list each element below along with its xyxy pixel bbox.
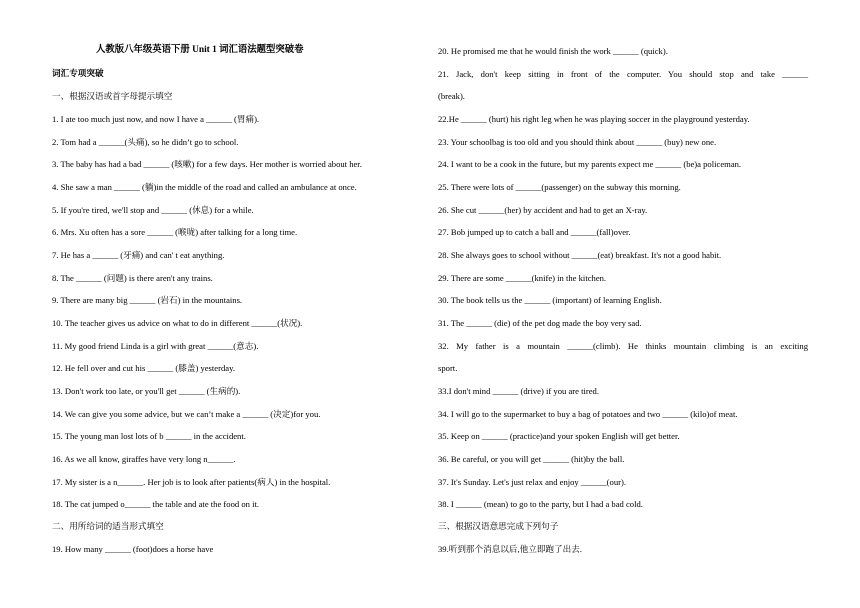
question-1: 1. I ate too much just now, and now I have a ______ (胃痛). <box>52 114 260 124</box>
question-24: 24. I want to be a cook in the future, but my parents expect me ______ (be)a policeman. <box>438 159 742 169</box>
question-5: 5. If you're tired, we'll stop and ______ (休息) for a while. <box>52 205 254 215</box>
question-15: 15. The young man lost lots of b ______ in the accident. <box>52 431 246 441</box>
question-12: 12. He fell over and cut his ______ (膝盖) yesterday. <box>52 363 235 373</box>
question-13: 13. Don't work too late, or you'll get ______ (生病的). <box>52 386 241 396</box>
question-4: 4. She saw a man ______ (躺)in the middle of the road and called an ambulance at once. <box>52 182 357 192</box>
question-14: 14. We can give you some advice, but we can’t make a ______ (决定)for you. <box>52 409 321 419</box>
question-7: 7. He has a ______ (牙痛) and can' t eat anything. <box>52 250 225 260</box>
question-9: 9. There are many big ______ (岩石) in the mountains. <box>52 295 243 305</box>
question-17: 17. My sister is a n______. Her job is to look after patients(病人) in the hospital. <box>52 477 331 487</box>
question-6: 6. Mrs. Xu often has a sore ______ (喉咙) after talking for a long time. <box>52 227 298 237</box>
question-26: 26. She cut ______(her) by accident and had to get an X-ray. <box>438 205 648 215</box>
section-heading-3: 三、根据汉语意思完成下列句子 <box>438 521 559 531</box>
question-16: 16. As we all know, giraffes have very long n______. <box>52 454 236 464</box>
question-11: 11. My good friend Linda is a girl with great ______(意志). <box>52 341 259 351</box>
question-23: 23. Your schoolbag is too old and you should think about ______ (buy) new one. <box>438 137 717 147</box>
question-29: 29. There are some ______(knife) in the kitchen. <box>438 273 607 283</box>
question-3: 3. The baby has had a bad ______ (咳嗽) for a few days. Her mother is worried about her. <box>52 159 362 169</box>
section-heading-vocabulary: 词汇专项突破 <box>52 68 104 78</box>
question-20: 20. He promised me that he would finish the work ______ (quick). <box>438 46 668 56</box>
question-37: 37. It's Sunday. Let's just relax and enjoy ______(our). <box>438 477 626 487</box>
question-21-line-2: (break). <box>438 91 465 101</box>
section-heading-1: 一、根据汉语或首字母提示填空 <box>52 91 173 101</box>
question-2: 2. Tom had a ______(头痛), so he didn’t go to school. <box>52 137 239 147</box>
question-19: 19. How many ______ (foot)does a horse have <box>52 544 214 554</box>
question-27: 27. Bob jumped up to catch a ball and ______(fall)over. <box>438 227 631 237</box>
question-8: 8. The ______ (问题) is there aren't any trains. <box>52 273 213 283</box>
question-31: 31. The ______ (die) of the pet dog made the boy very sad. <box>438 318 642 328</box>
question-35: 35. Keep on ______ (practice)and your spoken English will get better. <box>438 431 680 441</box>
question-32-line-2: sport. <box>438 363 458 373</box>
question-34: 34. I will go to the supermarket to buy a bag of potatoes and two ______ (kilo)of meat. <box>438 409 738 419</box>
question-22: 22.He ______ (hurt) his right leg when he was playing soccer in the playground yesterday. <box>438 114 750 124</box>
question-38: 38. I ______ (mean) to go to the party, but I had a bad cold. <box>438 499 643 509</box>
question-28: 28. She always goes to school without ______(eat) breakfast. It's not a good habit. <box>438 250 722 260</box>
question-18: 18. The cat jumped o______ the table and ate the food on it. <box>52 499 259 509</box>
question-39: 39.听到那个消息以后,他立即跑了出去. <box>438 544 582 554</box>
section-heading-2: 二、用所给词的适当形式填空 <box>52 521 164 531</box>
question-33: 33.I don't mind ______ (drive) if you are tired. <box>438 386 599 396</box>
question-36: 36. Be careful, or you will get ______ (hit)by the ball. <box>438 454 625 464</box>
question-25: 25. There were lots of ______(passenger) on the subway this morning. <box>438 182 681 192</box>
question-32-line-1: 32. My father is a mountain ______(climb). He thinks mountain climbing is an exciting <box>438 341 808 351</box>
question-21-line-1: 21. Jack, don't keep sitting in front of the computer. You should stop and take ______ <box>438 69 808 79</box>
page-title: 人教版八年级英语下册 Unit 1 词汇语法题型突破卷 <box>96 45 304 55</box>
question-10: 10. The teacher gives us advice on what to do in different ______(状况). <box>52 318 303 328</box>
question-30: 30. The book tells us the ______ (important) of learning English. <box>438 295 662 305</box>
